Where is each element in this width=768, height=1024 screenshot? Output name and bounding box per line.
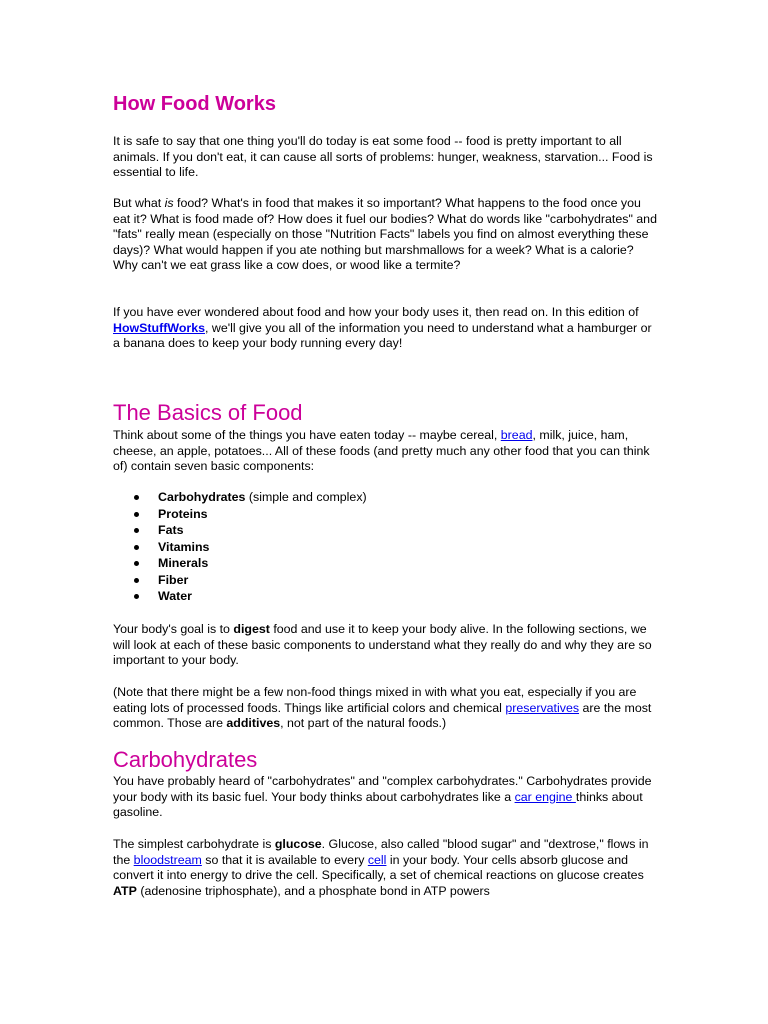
component-label: Fats <box>158 523 184 537</box>
carbs-p1-text-b: thinks about gasoline. <box>113 789 643 820</box>
basics-p1-text-b: , milk, juice, ham, cheese, an apple, potatoes... All of these foods (and pretty much any other food that you can think of) contain seven basic components: <box>113 428 650 474</box>
carbs-p2-text-d: in your body. Your cells absorb glucose and convert it into energy to drive the cell. Specifically, a set of chemical reactions on glucose creates <box>113 852 644 883</box>
bread-link[interactable]: bread <box>500 428 533 442</box>
basics-p3-text-b: are the most common. Those are <box>113 700 652 731</box>
bullet-icon <box>134 578 139 583</box>
component-label: Carbohydrates <box>158 490 246 504</box>
basics-heading: The Basics of Food <box>113 400 303 425</box>
components-list <box>113 489 367 605</box>
carbs-p2-bold-glucose: glucose <box>274 837 322 851</box>
page-title: How Food Works <box>113 93 276 115</box>
basics-p3-text-c: , not part of the natural foods.) <box>280 716 447 731</box>
list-item <box>113 489 367 506</box>
bullet-icon <box>134 512 139 517</box>
intro-paragraph-1 <box>113 134 658 181</box>
basics-p2-text-c: food and use it to keep your body alive. In the following sections, we will look at each of these basic components to understand what they really do and why they are so important to your body. <box>113 622 652 668</box>
bullet-icon <box>134 545 139 550</box>
bullet-icon <box>134 495 139 500</box>
carbs-p2-text-b: . Glucose, also called "blood sugar" and "dextrose," flows in the <box>113 837 649 867</box>
carbs-p2-text-a: The simplest carbohydrate is <box>113 837 275 851</box>
basics-p1-text-a: Think about some of the things you have eaten today -- maybe cereal, <box>113 428 501 442</box>
component-label: Vitamins <box>158 539 210 554</box>
component-label: Proteins <box>158 506 208 521</box>
intro-p2-text-b: food? What's in food that makes it so important? What happens to the food once you eat it? What is food made of? How does it fuel our bodies? What do words like "carbohydrates" and "fats" really mean (especially on those "Nutrition Facts" labels you find on almost everything these days)? What would happen if you ate nothing but marshmallows for a week? What is a calorie? Why can't we eat grass like a cow does, or wood like a termite? <box>113 196 657 273</box>
list-item <box>113 539 367 556</box>
list-item <box>113 572 367 589</box>
bullet-icon <box>134 594 139 599</box>
carbs-p2-text-e: (adenosine triphosphate), and a phosphate bond in ATP powers <box>136 883 490 898</box>
intro-paragraph-3 <box>113 305 658 352</box>
list-item <box>113 522 367 539</box>
list-item <box>113 555 367 572</box>
basics-paragraph-1 <box>113 428 658 475</box>
list-item <box>113 588 367 605</box>
intro-p2-emphasis: is <box>164 196 174 210</box>
intro-paragraph-2 <box>113 196 658 274</box>
component-label: Fiber <box>158 572 189 587</box>
carbohydrates-heading: Carbohydrates <box>113 747 258 772</box>
component-note: (simple and complex) <box>245 490 367 504</box>
bullet-icon <box>134 561 139 566</box>
basics-p3-bold: additives <box>226 716 281 731</box>
cell-link[interactable]: cell <box>367 852 387 867</box>
basics-p2-text-a: Your body's goal is to <box>113 622 234 636</box>
list-item <box>113 506 367 523</box>
howstuffworks-link[interactable]: HowStuffWorks <box>113 320 206 335</box>
carbs-paragraph-1 <box>113 774 658 821</box>
carbs-p2-text-c: so that it is available to every <box>201 852 368 867</box>
preservatives-link[interactable]: preservatives <box>505 700 580 715</box>
carbs-p1-text-a: You have probably heard of "carbohydrates" and "complex carbohydrates." Carbohydrates provide your body with its basic fuel. Your body thinks about carbohydrates like a <box>113 774 652 804</box>
intro-p1-text: It is safe to say that one thing you'll do today is eat some food -- food is pretty important to all animals. If you don't eat, it can cause all sorts of problems: hunger, weakness, starvation... Food is essential to life. <box>113 134 653 180</box>
component-label: Minerals <box>158 556 209 570</box>
bullet-icon <box>134 528 139 533</box>
carbs-paragraph-2 <box>113 837 658 899</box>
car-engine-link[interactable]: car engine <box>514 789 576 804</box>
basics-p3-text-a: (Note that there might be a few non-food things mixed in with what you eat, especially if you are eating lots of processed foods. Things like artificial colors and chemical <box>113 685 637 715</box>
carbs-p2-bold-atp: ATP <box>113 883 137 898</box>
component-label: Water <box>158 589 192 603</box>
intro-p2-text-a: But what <box>113 196 165 210</box>
basics-paragraph-2 <box>113 622 658 669</box>
intro-p3-text-a: If you have ever wondered about food and how your body uses it, then read on. In this edition of <box>113 305 639 319</box>
bloodstream-link[interactable]: bloodstream <box>133 852 202 867</box>
basics-paragraph-3 <box>113 685 658 732</box>
basics-p2-bold: digest <box>233 622 270 636</box>
intro-p3-text-b: , we'll give you all of the information you need to understand what a hamburger or a banana does to keep your body running every day! <box>113 320 652 351</box>
